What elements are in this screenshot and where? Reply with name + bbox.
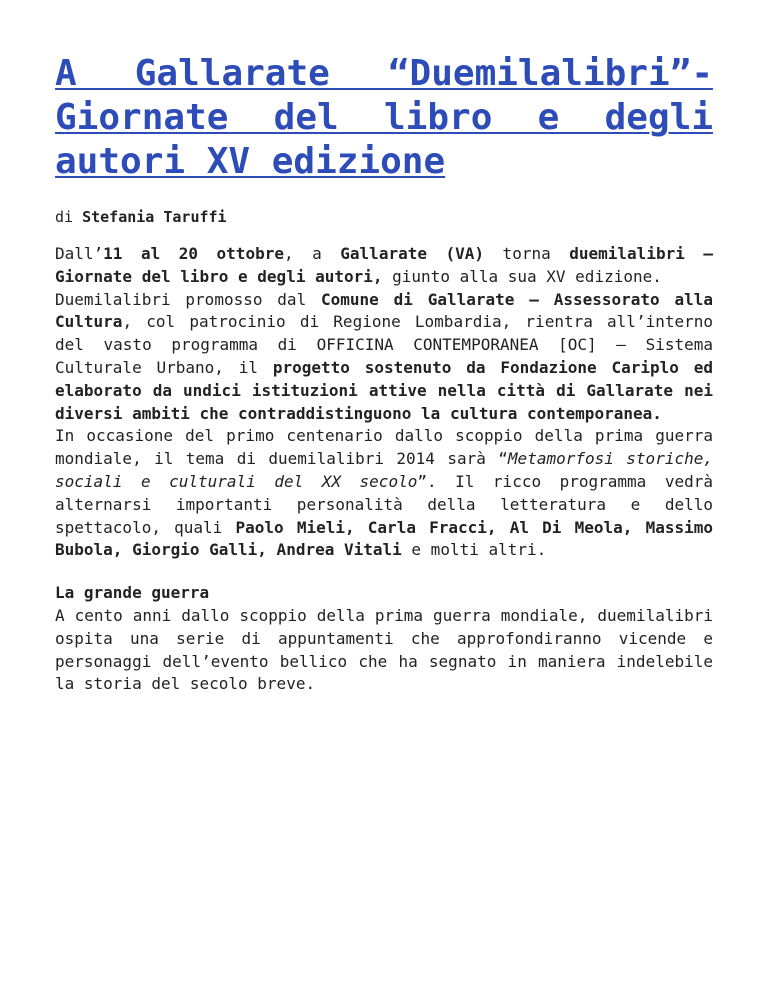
text-run: In occasione del primo centenario dallo scoppio della prima guerra mondiale, il tema di duemilalibri 2014 sarà “ [55, 426, 713, 469]
theme-title: Metamorfosi storiche, sociali e culturali del XX secolo [55, 449, 713, 491]
section-text: A cento anni dallo scoppio della prima guerra mondiale, duemilalibri ospita una serie di appuntamenti che approfondiranno vicende e personaggi dell’evento bellico che ha segnato in maniera indelebile la storia del secolo breve. [55, 605, 713, 694]
paragraph-intro [55, 243, 713, 289]
paragraph-theme [55, 425, 713, 562]
text-run: giunto alla sua XV edizione. [382, 266, 662, 286]
section-heading: La grande guerra [55, 583, 210, 603]
promoter-name: Comune di Gallarate – Assessorato alla Cultura [55, 289, 713, 332]
article [55, 52, 713, 696]
article-title-link[interactable]: A Gallarate “Duemilalibri”- Giornate del libro e degli autori XV edizione [55, 53, 713, 182]
author-name: Stefania Taruffi [82, 208, 227, 226]
text-run: torna [484, 244, 570, 263]
section-great-war [55, 582, 713, 696]
text-run: Dall’ [55, 244, 104, 263]
event-name: duemilalibri – Giornate del libro e degli autori, [55, 244, 713, 286]
article-body [55, 243, 713, 696]
text-run: e molti altri. [401, 540, 547, 560]
text-run: ”. Il ricco programma vedrà alternarsi importanti personalità della letteratura e dello spettacolo, quali [55, 471, 713, 537]
article-title [55, 52, 713, 184]
byline [55, 206, 713, 228]
event-dates: 11 al 20 ottobre [103, 244, 284, 263]
text-run: Duemilalibri promosso dal [55, 289, 322, 309]
text-run: , a [283, 244, 341, 263]
paragraph-promoter [55, 289, 713, 426]
text-run: , col patrocinio di Regione Lombardia, rientra all’interno del vasto programma di OFFICINA CONTEMPORANEA [OC] – Sistema Culturale Urbano, il [55, 312, 713, 377]
event-location: Gallarate (VA) [340, 244, 485, 263]
byline-prefix: di [55, 208, 74, 226]
project-description: progetto sostenuto da Fondazione Cariplo ed elaborato da undici istituzioni attive nella città di Gallarate nei diversi ambiti che contraddistinguono la cultura contemporanea. [55, 357, 713, 423]
guest-list: Paolo Mieli, Carla Fracci, Al Di Meola, Massimo Bubola, Giorgio Galli, Andrea Vitali [55, 517, 714, 560]
